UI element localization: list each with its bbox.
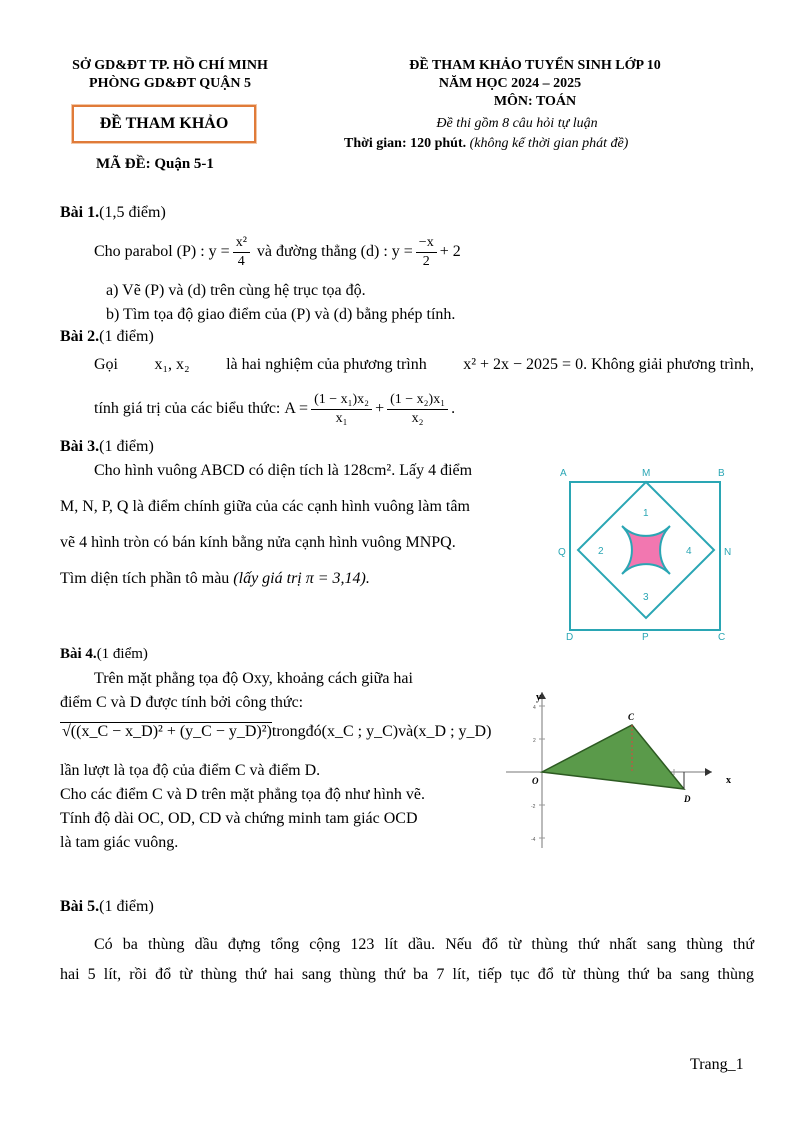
problem-3-title: Bài 3. <box>60 438 100 455</box>
exam-title: ĐỀ THAM KHẢO TUYỂN SINH LỚP 10 <box>409 58 661 73</box>
line-tail: + 2 <box>439 243 461 260</box>
tick-m4: -4 <box>531 837 536 843</box>
p3-l2: M, N, P, Q là điểm chính giữa của các cạnh hình vuông làm tâm <box>60 498 470 515</box>
triangle-ocd <box>542 725 684 789</box>
problem-3-points: (1 điểm) <box>99 438 154 455</box>
problem-2-line1 <box>94 356 754 374</box>
p2-goi: Gọi <box>94 356 118 373</box>
point-c-label: C <box>628 712 635 722</box>
parabol-fraction <box>233 234 250 271</box>
problem-5-points: (1 điểm) <box>99 898 154 915</box>
p4-trong: trong <box>271 722 306 740</box>
problem-2-points: (1 điểm) <box>99 328 154 345</box>
problem-2-line2 <box>94 386 455 432</box>
tick-m2: -2 <box>531 804 536 810</box>
shaded-region <box>622 526 670 574</box>
p2-frac1: $\frac{\text{(1 − x₁)x₂}}{\text{x₁}}$ <box>311 391 372 428</box>
p4-do: đó <box>305 722 322 740</box>
p2-desc: là hai nghiệm của phương trình <box>226 356 427 373</box>
p3-l4: Tìm diện tích phần tô màu (lấy giá trị π = 3,14). <box>60 570 370 587</box>
p2-compute: tính giá trị của các biểu thức: <box>94 400 281 417</box>
line-fraction <box>416 234 437 271</box>
point-d-label: D <box>684 794 691 804</box>
problem-3-body <box>60 456 550 594</box>
problem-1-intro: Cho parabol <box>94 243 173 260</box>
problem-5-title: Bài 5. <box>60 898 100 915</box>
p4-l2: điểm C và D được tính bởi công thức: <box>60 694 304 711</box>
parabol-label: (P) : y = <box>176 243 230 260</box>
label-c: C <box>718 632 726 642</box>
label-q: Q <box>558 547 566 558</box>
label-n: N <box>724 547 732 558</box>
line-den: 2 <box>422 253 430 269</box>
p5-l2: hai 5 lít, rồi đổ từ thùng thứ hai sang thùng thứ ba 7 lít, tiếp tục đổ từ thùng thứ ba sang thùng <box>60 966 754 983</box>
problem-1-heading <box>60 204 166 222</box>
p4-l7: là tam giác vuông. <box>60 834 179 851</box>
subject: MÔN: TOÁN <box>493 94 577 109</box>
parabol-num: x² <box>233 234 250 253</box>
region-4: 4 <box>686 546 692 557</box>
problem-1b: b) Tìm tọa độ giao điểm của (P) và (d) bằng phép tính. <box>106 306 456 323</box>
label-d: D <box>566 632 574 642</box>
problem-1-statement <box>94 232 461 272</box>
p2-roots: x₁, x₂ <box>154 356 190 373</box>
coordinate-graph <box>506 688 744 854</box>
p4-dpt: (x_D ; y_D) <box>413 722 492 740</box>
reference-badge-label: ĐỀ THAM KHẢO <box>99 115 229 132</box>
time-note: (không kể thời gian phát đề) <box>469 136 629 151</box>
problem-2-heading <box>60 328 154 346</box>
region-1: 1 <box>643 508 649 519</box>
exam-note: Đề thi gồm 8 câu hỏi tự luận <box>436 116 598 131</box>
office-name: PHÒNG GD&ĐT QUẬN 5 <box>89 76 251 91</box>
label-m: M <box>642 468 651 479</box>
tick-2: 2 <box>533 738 536 744</box>
p2-frac2: $\frac{\text{(1 − x₂)x₁}}{\text{x₂}}$ <box>387 391 448 428</box>
p3-l1: Cho hình vuông ABCD có diện tích là 128cm². Lấy 4 điểm <box>94 462 473 479</box>
region-3: 3 <box>643 592 649 603</box>
p3-l3: vẽ 4 hình tròn có bán kính bằng nửa cạnh hình vuông MNPQ. <box>60 534 456 551</box>
p4-formula: √((x_C − x_D)² + (y_C − y_D)²) <box>62 723 272 740</box>
school-year: NĂM HỌC 2024 – 2025 <box>438 76 582 91</box>
line-label: (d) : y = <box>360 243 413 260</box>
page-number: Trang_1 <box>690 1056 744 1073</box>
problem-5-heading <box>60 898 154 916</box>
p2-lhs: A = <box>284 400 309 417</box>
parabol-den: 4 <box>237 253 245 269</box>
square-figure <box>558 462 738 642</box>
p2-plus: + <box>375 400 385 417</box>
label-a: A <box>560 468 567 479</box>
problem-4-title: Bài 4. <box>60 646 97 662</box>
label-b: B <box>718 468 725 479</box>
x-label: x <box>726 775 731 786</box>
p2-equation: x² + 2x − 2025 = 0. Không giải phương trình, <box>463 356 754 373</box>
p4-l4: lần lượt là tọa độ của điểm C và điểm D. <box>60 762 321 779</box>
line-num: −x <box>416 234 437 253</box>
problem-1-title: Bài 1. <box>60 204 100 221</box>
tick-4: 4 <box>533 705 536 711</box>
y-label: y <box>536 692 541 703</box>
label-p: P <box>642 632 649 642</box>
p4-cpt: (x_C ; y_C) <box>321 722 399 740</box>
p4-formula-line <box>60 722 490 741</box>
p4-l5: Cho các điểm C và D trên mặt phẳng tọa độ như hình vẽ. <box>60 786 426 803</box>
x-axis-arrow <box>705 768 712 776</box>
exam-code: MÃ ĐỀ: Quận 5-1 <box>96 156 214 172</box>
problem-4-points: (1 điểm) <box>96 646 148 662</box>
origin-label: O <box>532 776 539 786</box>
exam-time <box>344 136 628 152</box>
p2-end: . <box>451 400 456 417</box>
problem-1a: a) Vẽ (P) và (d) trên cùng hệ trục tọa độ. <box>106 282 366 299</box>
p4-l6: Tính độ dài OC, OD, CD và chứng minh tam giác OCD <box>60 810 418 827</box>
time-label: Thời gian: 120 phút. <box>344 136 467 151</box>
p5-l1: Có ba thùng dầu đựng tổng cộng 123 lít dầu. Nếu đổ từ thùng thứ nhất sang thùng thứ <box>94 936 754 953</box>
problem-4-heading <box>60 646 148 663</box>
dept-name: SỞ GD&ĐT TP. HỒ CHÍ MINH <box>72 58 268 73</box>
problem-2-title: Bài 2. <box>60 328 100 345</box>
p4-l1: Trên mặt phẳng tọa độ Oxy, khoảng cách giữa hai <box>94 670 413 687</box>
reference-badge <box>72 105 256 143</box>
problem-3-heading <box>60 438 154 456</box>
problem-1-points: (1,5 điểm) <box>99 204 166 221</box>
and-text: và đường thẳng <box>256 243 357 260</box>
region-2: 2 <box>598 546 604 557</box>
p4-va: và <box>398 722 414 740</box>
